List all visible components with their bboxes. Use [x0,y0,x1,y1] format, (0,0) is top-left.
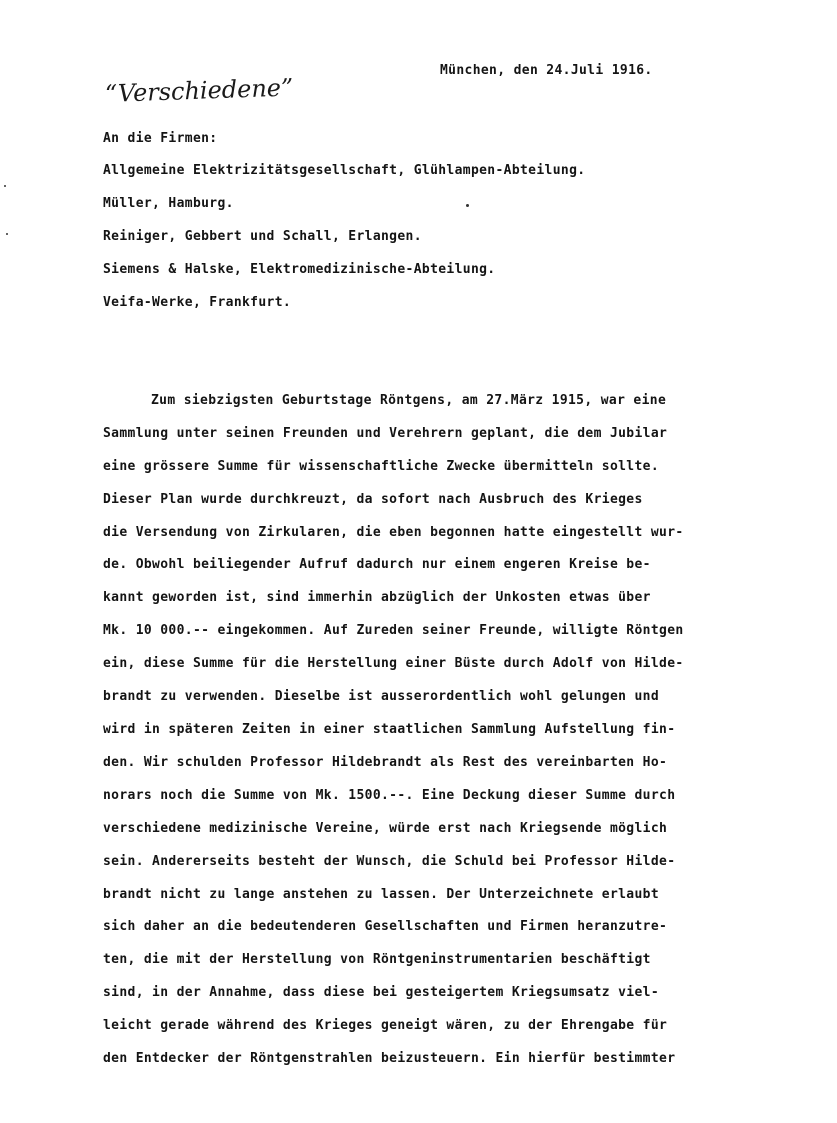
body-line: den. Wir schulden Professor Hildebrandt als Rest des vereinbarten Ho- [103,755,668,770]
recipient-line: Veifa-Werke, Frankfurt. [103,295,292,310]
body-line: leicht gerade während des Krieges geneigt wären, zu der Ehrengabe für [103,1018,668,1033]
body-line: ein, diese Summe für die Herstellung einer Büste durch Adolf von Hilde- [103,656,684,671]
recipient-line: Müller, Hamburg. [103,196,234,211]
handwritten-note: “Verschiedene” [104,73,294,108]
scan-speck [6,233,8,235]
recipient-line: Siemens & Halske, Elektromedizinische-Abteilung. [103,262,496,277]
scan-speck [466,204,469,207]
body-line: sich daher an die bedeutenderen Gesellschaften und Firmen heranzutre- [103,919,668,934]
salutation: An die Firmen: [103,131,218,146]
recipient-line: Allgemeine Elektrizitätsgesellschaft, Glühlampen-Abteilung. [103,163,586,178]
body-line: norars noch die Summe von Mk. 1500.--. Eine Deckung dieser Summe durch [103,788,676,803]
scan-speck [4,185,6,187]
body-line: sein. Andererseits besteht der Wunsch, die Schuld bei Professor Hilde- [103,854,676,869]
body-line: Zum siebzigsten Geburtstage Röntgens, am 27.März 1915, war eine [151,393,667,408]
body-line: kannt geworden ist, sind immerhin abzüglich der Unkosten etwas über [103,590,651,605]
body-line: de. Obwohl beiliegender Aufruf dadurch nur einem engeren Kreise be- [103,557,651,572]
body-line: Sammlung unter seinen Freunden und Verehrern geplant, die dem Jubilar [103,426,668,441]
body-line: den Entdecker der Röntgenstrahlen beizusteuern. Ein hierfür bestimmter [103,1051,676,1066]
body-line: verschiedene medizinische Vereine, würde erst nach Kriegsende möglich [103,821,668,836]
body-line: brandt zu verwenden. Dieselbe ist ausserordentlich wohl gelungen und [103,689,660,704]
date-line: München, den 24.Juli 1916. [440,63,653,78]
body-line: die Versendung von Zirkularen, die eben begonnen hatte eingestellt wur- [103,525,684,540]
body-line: Dieser Plan wurde durchkreuzt, da sofort nach Ausbruch des Krieges [103,492,643,507]
recipient-line: Reiniger, Gebbert und Schall, Erlangen. [103,229,422,244]
body-line: wird in späteren Zeiten in einer staatlichen Sammlung Aufstellung fin- [103,722,676,737]
body-line: ten, die mit der Herstellung von Röntgeninstrumentarien beschäftigt [103,952,651,967]
body-line: brandt nicht zu lange anstehen zu lassen. Der Unterzeichnete erlaubt [103,887,660,902]
body-line: sind, in der Annahme, dass diese bei gesteigertem Kriegsumsatz viel- [103,985,660,1000]
body-line: eine grössere Summe für wissenschaftliche Zwecke übermitteln sollte. [103,459,660,474]
body-line: Mk. 10 000.-- eingekommen. Auf Zureden seiner Freunde, willigte Röntgen [103,623,684,638]
